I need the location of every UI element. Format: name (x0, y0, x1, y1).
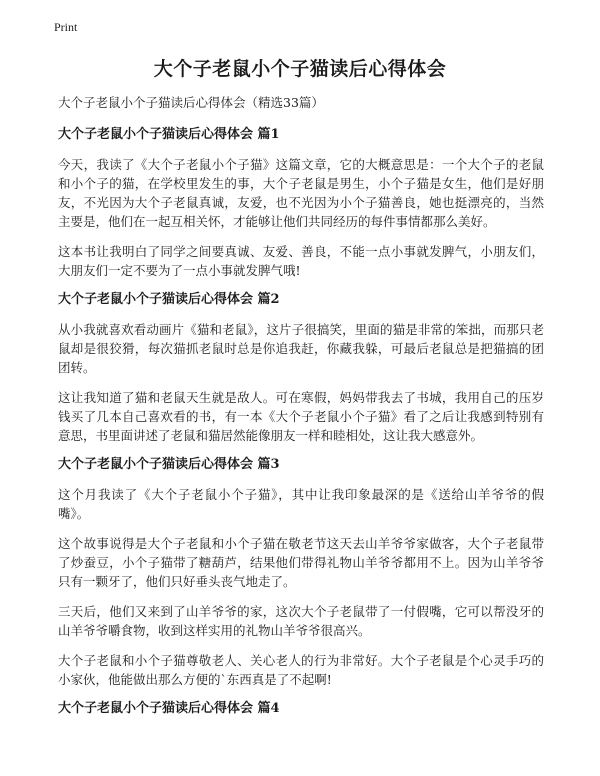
paragraph: 今天，我读了《大个子老鼠小个子猫》这篇文章，它的大概意思是：一个大个子的老鼠和小个子的猫，在学校里发生的事，大个子老鼠是男生，小个子猫是女生，他们是好朋友，不光因为大个子老鼠真诚，友爱，也不光因为小个子猫善良，她也挺漂亮的，当然主要是，他们在一起互相关怀，才能够让他们共同经历的每件事情都那么美好。 (58, 157, 544, 229)
section-2 (58, 291, 544, 445)
paragraph: 这本书让我明白了同学之间要真诚、友爱、善良，不能一点小事就发脾气，小朋友们，大朋友们一定不要为了一点小事就发脾气哦! (58, 244, 544, 278)
page-title: 大个子老鼠小个子猫读后心得体会 (153, 58, 447, 80)
section-3 (58, 456, 544, 689)
paragraph: 大个子老鼠和小个子猫尊敬老人、关心老人的行为非常好。大个子老鼠是个心灵手巧的小家伙，他能做出那么方便的`东西真是了不起啊! (58, 653, 544, 687)
article-body (58, 94, 544, 729)
section-heading: 大个子老鼠小个子猫读后心得体会 篇2 (58, 292, 280, 307)
paragraph: 这让我知道了猫和老鼠天生就是敌人。可在寒假，妈妈带我去了书城，我用自己的压岁钱买了几本自己喜欢看的书，有一本《大个子老鼠小个子猫》看了之后让我感到特别有意思，书里面讲述了老鼠和猫居然能像朋友一样和睦相处，这让我大感意外。 (58, 390, 544, 443)
paragraph: 这个故事说得是大个子老鼠和小个子猫在敬老节这天去山羊爷爷家做客，大个子老鼠带了炒蚕豆，小个子猫带了糖葫芦，结果他们带得礼物山羊爷爷都用不上。因为山羊爷爷只有一颗牙了，他们只好垂头丧气地走了。 (58, 536, 544, 589)
paragraph: 这个月我读了《大个子老鼠小个子猫》，其中让我印象最深的是《送给山羊爷爷的假嘴》。 (58, 487, 544, 521)
paragraph: 三天后，他们又来到了山羊爷爷的家，这次大个子老鼠带了一付假嘴，它可以帮没牙的山羊爷爷嚼食物，收到这样实用的礼物山羊爷爷很高兴。 (58, 604, 544, 638)
section-heading: 大个子老鼠小个子猫读后心得体会 篇3 (58, 457, 280, 472)
print-link[interactable]: Print (54, 20, 78, 34)
section-heading: 大个子老鼠小个子猫读后心得体会 篇4 (58, 701, 280, 716)
article-subtitle: 大个子老鼠小个子猫读后心得体会（精选33篇） (58, 95, 324, 110)
section-4 (58, 700, 544, 718)
section-heading: 大个子老鼠小个子猫读后心得体会 篇1 (58, 127, 280, 142)
section-1 (58, 126, 544, 280)
paragraph: 从小我就喜欢看动画片《猫和老鼠》，这片子很搞笑，里面的猫是非常的笨拙，而那只老鼠却是很狡猾，每次猫抓老鼠时总是你追我赶，你藏我躲，可最后老鼠总是把猫搞的团团转。 (58, 322, 544, 375)
